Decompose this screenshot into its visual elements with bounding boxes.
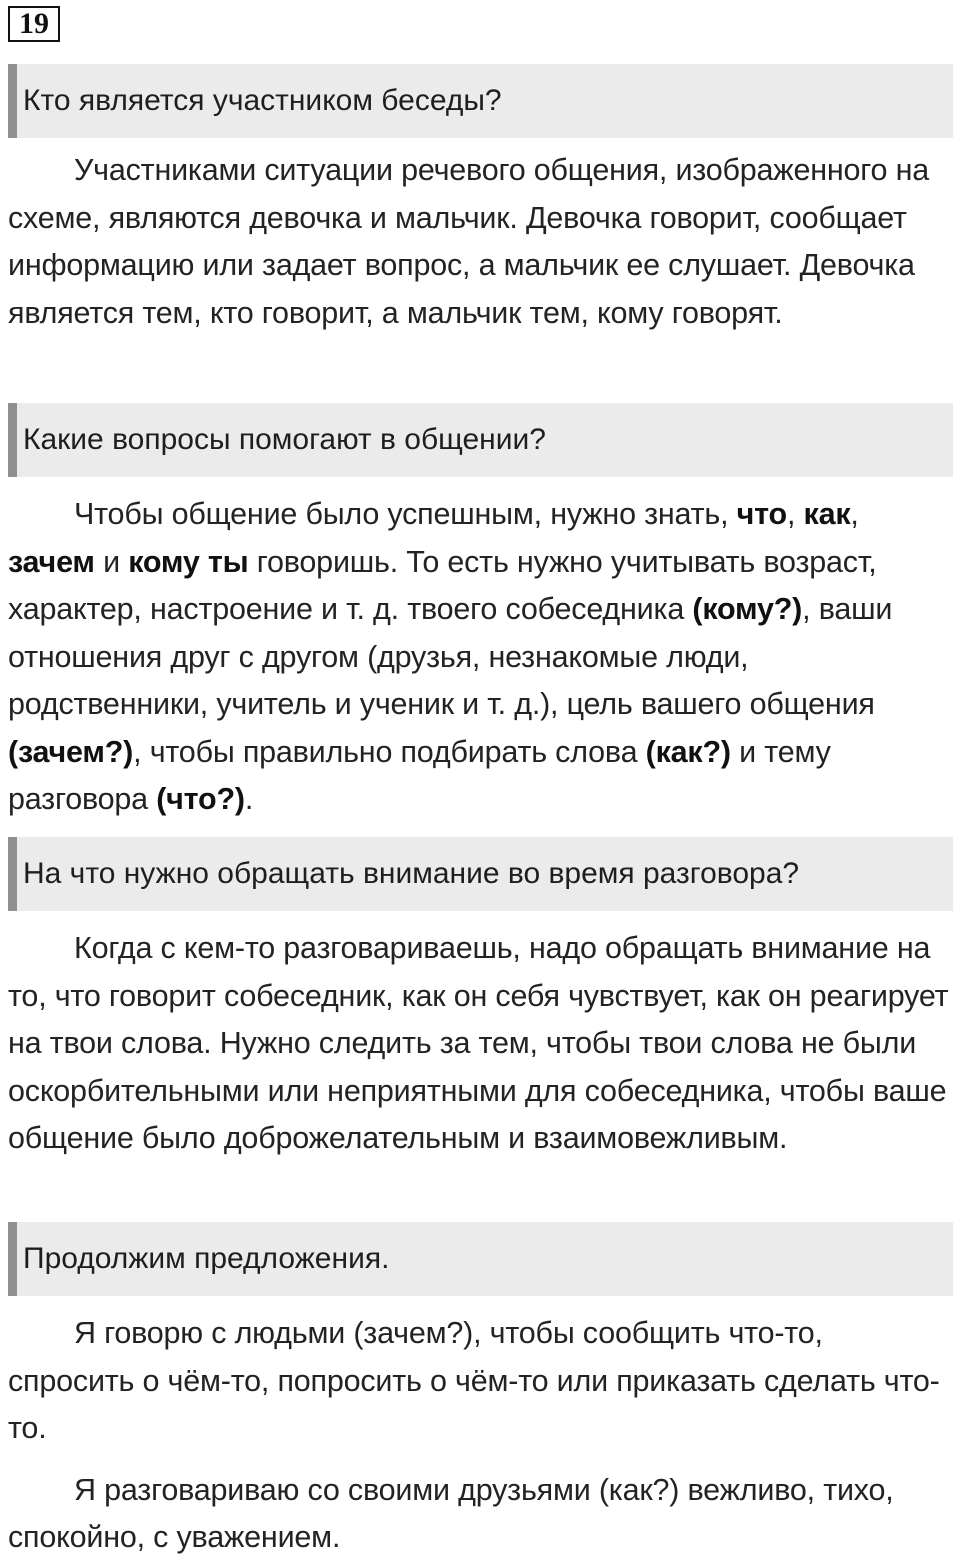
question-heading: Кто является участником беседы? xyxy=(8,64,953,138)
question-heading: На что нужно обращать внимание во время разговора? xyxy=(8,837,953,911)
answer-text: , xyxy=(850,497,859,531)
question-heading: Продолжим предложения. xyxy=(8,1222,953,1296)
answer-keyword: (кому?) xyxy=(692,592,803,626)
answer-text: и тему разговора xyxy=(8,734,831,816)
qa-section-continue-sentences xyxy=(8,1222,953,1562)
answer-text: , чтобы правильно подбирать слова xyxy=(133,734,646,769)
answer-text: , ваши отношения друг с другом (друзья, незнакомые люди, родственники, учитель и ученик и т. д.), цель вашего общения xyxy=(8,592,893,721)
answer-text: Чтобы общение было успешным, нужно знать, xyxy=(74,497,737,531)
answer-keyword: кому ты xyxy=(128,544,249,579)
answer-keyword: зачем xyxy=(8,544,95,579)
question-heading: Какие вопросы помогают в общении? xyxy=(8,403,953,477)
answer-text: и xyxy=(94,544,129,579)
answer-keyword: (зачем?) xyxy=(8,734,134,769)
answer-keyword: как xyxy=(803,497,851,531)
answer-paragraph: Участниками ситуации речевого общения, изображенного на схеме, являются девочка и мальчик. Девочка говорит, сообщает информацию или задает вопрос, а мальчик ее слушает. Девочка является тем, кто говорит, а мальчик тем, кому говорят. xyxy=(8,153,929,330)
answer-text: . xyxy=(244,782,254,816)
answer-paragraph: Я разговариваю со своими друзьями (как?) вежливо, тихо, спокойно, с уважением. xyxy=(8,1472,894,1554)
task-number-badge: 19 xyxy=(8,6,60,42)
answer-paragraph xyxy=(8,491,953,824)
answer-paragraph: Когда с кем-то разговариваешь, надо обращать внимание на то, что говорит собеседник, как он себя чувствует, как он реагирует на твои слова. Нужно следить за тем, чтобы твои слова не были оскорбительными или неприятными для собеседника, чтобы ваше общение было доброжелательным и взаимовежливым. xyxy=(8,931,949,1155)
answer-text: говоришь. То есть нужно учитывать возраст, характер, настроение и т. д. твоего собеседника xyxy=(8,544,877,626)
answer-paragraph: Я говорю с людьми (зачем?), чтобы сообщить что-то, спросить о чём-то, попросить о чём-то или приказать сделать что-то. xyxy=(8,1316,940,1445)
answer-text: , xyxy=(786,497,804,531)
qa-section-helpful-questions xyxy=(8,403,953,824)
answer-keyword: (как?) xyxy=(645,734,731,769)
qa-section-participants xyxy=(8,64,953,337)
answer-keyword: (что?) xyxy=(156,782,245,816)
qa-section-attention xyxy=(8,837,953,1163)
answer-keyword: что xyxy=(736,497,787,531)
